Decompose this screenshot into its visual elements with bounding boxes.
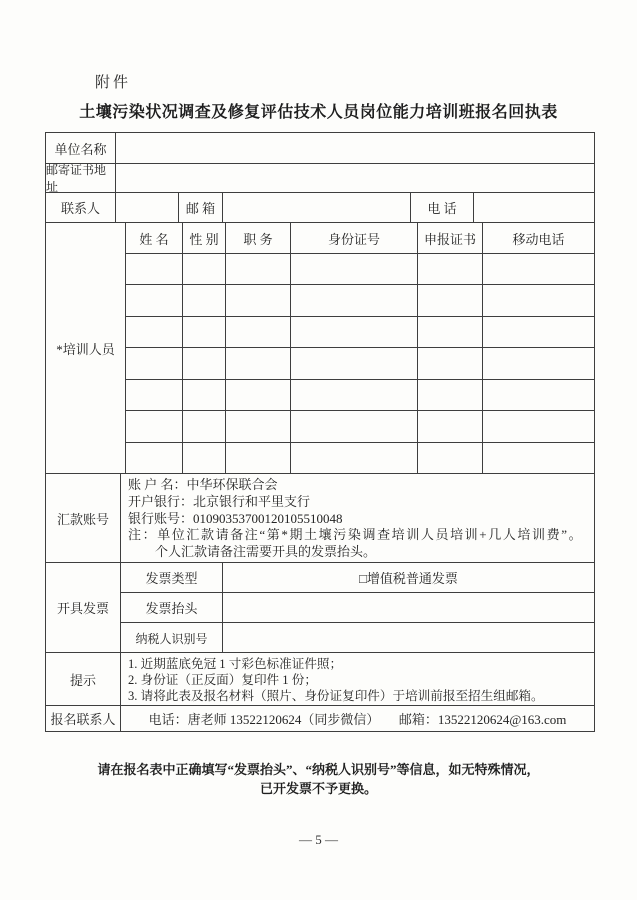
trainee-input-cell [483, 348, 594, 378]
invoice-title-input-cell [223, 593, 594, 622]
trainee-input-cell [291, 285, 418, 315]
tips-label: 提示 [46, 653, 121, 705]
footer-note [0, 760, 637, 798]
unit-name-input-cell [116, 133, 594, 163]
email-input-cell [223, 193, 411, 222]
invoice-label: 开具发票 [46, 563, 121, 652]
trainee-input-cell [418, 285, 483, 315]
trainee-input-cell [126, 443, 183, 473]
footer-note-line2: 已开发票不予更换。 [259, 781, 377, 796]
remittance-account-number: 银行账号：01090353700120105510048 [128, 510, 343, 526]
section-remittance [46, 474, 594, 563]
trainee-empty-row [126, 380, 594, 411]
trainee-empty-row [126, 348, 594, 379]
trainee-empty-row [126, 443, 594, 473]
contact-input-cell [116, 193, 179, 222]
trainee-input-cell [226, 254, 291, 284]
email-label: 邮 箱 [179, 193, 223, 222]
contact-label: 联系人 [46, 193, 116, 222]
unit-name-label: 单位名称 [46, 133, 116, 163]
col-header-name: 姓 名 [126, 223, 183, 253]
remittance-details [121, 474, 594, 562]
trainee-input-cell [418, 443, 483, 473]
trainee-input-cell [418, 380, 483, 410]
trainee-empty-row [126, 411, 594, 442]
trainee-input-cell [126, 411, 183, 441]
trainee-input-cell [291, 380, 418, 410]
registration-contact-value: 电话：唐老师 13522120624（同步微信） 邮箱：13522120624@163.com [148, 712, 567, 727]
row-mailing-address [46, 164, 594, 193]
trainee-empty-row [126, 254, 594, 285]
trainee-input-cell [483, 254, 594, 284]
trainee-empty-row [126, 317, 594, 348]
remittance-bank: 开户银行：北京银行和平里支行 [128, 493, 311, 509]
attachment-label: 附件 [95, 75, 132, 91]
remittance-note-line1: 注：单位汇款请备注“第*期土壤污染调查培训人员培训+几人培训费”。 [128, 527, 584, 543]
trainee-input-cell [126, 254, 183, 284]
row-registration-contact [46, 706, 594, 731]
trainee-input-cell [226, 285, 291, 315]
tips-list [121, 653, 594, 705]
col-header-gender: 性 别 [183, 223, 226, 253]
invoice-taxid-row [121, 623, 594, 653]
trainee-input-cell [126, 380, 183, 410]
invoice-type-value: □增值税普通发票 [359, 571, 458, 586]
row-contact [46, 193, 594, 223]
trainee-empty-row [126, 285, 594, 316]
mailing-address-input-cell [116, 164, 594, 192]
phone-input-cell [474, 193, 594, 222]
mailing-address-label: 邮寄证书地址 [46, 164, 116, 192]
invoice-grid [121, 563, 594, 652]
col-header-id-number: 身份证号 [291, 223, 418, 253]
trainee-input-cell [291, 443, 418, 473]
document-title: 土壤污染状况调查及修复评估技术人员岗位能力培训班报名回执表 [79, 104, 558, 121]
trainee-input-cell [483, 317, 594, 347]
registration-contact-label: 报名联系人 [46, 706, 121, 731]
invoice-title-row [121, 593, 594, 623]
trainee-input-cell [126, 317, 183, 347]
trainee-input-cell [291, 411, 418, 441]
section-invoice [46, 563, 594, 653]
section-trainees [46, 223, 594, 474]
trainee-input-cell [418, 411, 483, 441]
trainee-input-cell [183, 411, 226, 441]
trainee-input-cell [226, 411, 291, 441]
tips-item-2: 2. 身份证（正反面）复印件 1 份； [128, 672, 317, 687]
trainee-input-cell [126, 285, 183, 315]
trainee-input-cell [183, 254, 226, 284]
trainee-input-cell [226, 317, 291, 347]
registration-form-table [45, 132, 595, 732]
trainee-input-cell [291, 317, 418, 347]
trainee-input-cell [483, 411, 594, 441]
trainee-input-cell [418, 254, 483, 284]
invoice-taxid-label: 纳税人识别号 [121, 623, 223, 653]
trainee-input-cell [483, 443, 594, 473]
remittance-account-name: 账 户 名：中华环保联合会 [128, 477, 278, 492]
phone-label: 电 话 [411, 193, 474, 222]
trainees-header-row [126, 223, 594, 254]
trainees-grid [126, 223, 594, 473]
remittance-label: 汇款账号 [46, 474, 121, 562]
trainee-input-cell [418, 348, 483, 378]
trainees-label: *培训人员 [46, 223, 126, 473]
trainee-input-cell [291, 348, 418, 378]
trainee-input-cell [126, 348, 183, 378]
trainee-input-cell [226, 380, 291, 410]
trainee-input-cell [291, 254, 418, 284]
trainee-input-cell [226, 443, 291, 473]
trainee-input-cell [483, 380, 594, 410]
invoice-taxid-input-cell [223, 623, 594, 653]
page-number: — 5 — [299, 832, 338, 847]
col-header-position: 职 务 [226, 223, 291, 253]
row-unit-name [46, 133, 594, 164]
trainee-input-cell [226, 348, 291, 378]
invoice-type-row [121, 563, 594, 593]
col-header-mobile: 移动电话 [512, 231, 565, 247]
trainee-input-cell [183, 380, 226, 410]
section-tips [46, 653, 594, 706]
tips-item-1: 1. 近期蓝底免冠 1 寸彩色标准证件照； [128, 657, 343, 671]
trainee-input-cell [418, 317, 483, 347]
invoice-type-label: 发票类型 [121, 563, 223, 592]
trainee-input-cell [183, 285, 226, 315]
col-header-certificate: 申报证书 [418, 223, 483, 253]
trainee-input-cell [183, 443, 226, 473]
trainee-input-cell [183, 348, 226, 378]
trainee-empty-rows [126, 254, 594, 473]
invoice-title-label: 发票抬头 [121, 593, 223, 622]
footer-note-line1: 请在报名表中正确填写“发票抬头”、“纳税人识别号”等信息，如无特殊情况， [97, 762, 540, 777]
trainee-input-cell [483, 285, 594, 315]
tips-item-3: 3. 请将此表及报名材料（照片、身份证复印件）于培训前报至招生组邮箱。 [128, 688, 544, 703]
remittance-note-line2: 个人汇款请备注需要开具的发票抬头。 [155, 544, 377, 560]
trainee-input-cell [183, 317, 226, 347]
